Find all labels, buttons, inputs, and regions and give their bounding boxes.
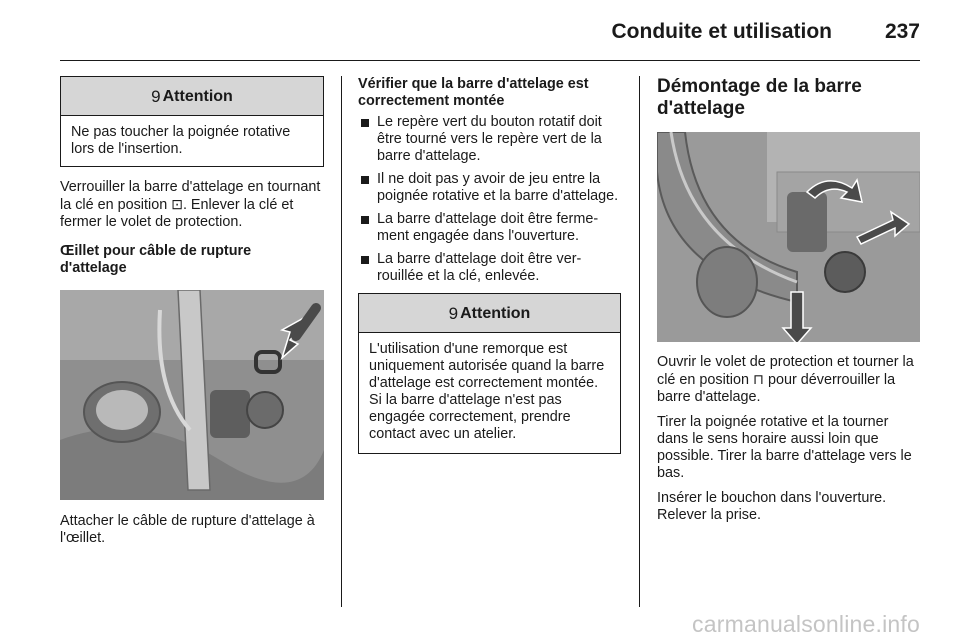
warning-icon: 9 — [448, 303, 459, 323]
paragraph-insert-plug: Insérer le bouchon dans l'ouverture. Relever la prise. — [657, 490, 887, 523]
unlock-position-icon: ⊓ — [753, 371, 764, 387]
list-item: Il ne doit pas y avoir de jeu entre la poignée rotative et la barre d'attelage. — [358, 171, 621, 205]
photo-breakaway-cable-eyelet — [60, 290, 324, 500]
attention-text: Ne pas toucher la poignée rotative lors de l'insertion. — [71, 124, 291, 157]
attention-box-1 — [60, 76, 324, 167]
column-divider-1 — [341, 76, 342, 607]
attention-header — [359, 294, 620, 333]
bullet-square-icon — [361, 119, 369, 127]
subheading-eyelet: Œillet pour câble de rupture d'attelage — [60, 243, 252, 276]
bullet-square-icon — [361, 216, 369, 224]
lock-position-icon: ⊡ — [171, 196, 183, 212]
bullet-square-icon — [361, 256, 369, 264]
attention-box-2 — [358, 293, 621, 454]
header-rule — [60, 60, 920, 61]
column-2 — [358, 76, 621, 454]
attention-heading: Attention — [460, 304, 531, 322]
column-1 — [60, 76, 324, 559]
section-title-removal: Démontage de la barre d'attelage — [657, 76, 862, 119]
attention-text: L'utilisation d'une remorque est uniquement autorisée quand la barre d'attelage est correctement montée. Si la barre d'attelage n'est pas engagée correctement, prendre contact avec un atelier. — [369, 341, 605, 442]
paragraph-unlock: Ouvrir le volet de protection et tourner la clé en position ⊓ pour déverrouiller la barre d'attelage. — [657, 354, 914, 405]
list-item: La barre d'attelage doit être fermement engagée dans l'ouverture. — [358, 211, 621, 245]
photo-towbar-removal — [657, 132, 920, 342]
attention-header — [61, 77, 323, 116]
paragraph-lock: Verrouiller la barre d'attelage en tournant la clé en position ⊡. Enlever la clé et fermer le volet de protection. — [60, 179, 321, 230]
bullet-square-icon — [361, 176, 369, 184]
attention-heading: Attention — [162, 87, 233, 105]
list-item: Le repère vert du bouton rotatif doit être tourné vers le repère vert de la barre d'attelage. — [358, 114, 621, 165]
subheading-check-mounting: Vérifier que la barre d'attelage est correctement montée — [358, 76, 589, 109]
warning-icon: 9 — [151, 86, 161, 106]
column-3 — [657, 76, 920, 536]
paragraph-pull-handle: Tirer la poignée rotative et la tourner dans le sens horaire aussi loin que possible. Tirer la barre d'attelage vers le bas. — [657, 414, 912, 481]
paragraph-attach-cable: Attacher le câble de rupture d'attelage à l'œillet. — [60, 513, 315, 546]
page-number: 237 — [884, 20, 920, 43]
page-header-title: Conduite et utilisation — [611, 20, 832, 43]
check-list — [358, 114, 621, 285]
watermark-text: carmanualsonline.info — [692, 611, 920, 637]
list-item: La barre d'attelage doit être verrouillée et la clé, enlevée. — [358, 251, 621, 285]
column-divider-2 — [639, 76, 640, 607]
